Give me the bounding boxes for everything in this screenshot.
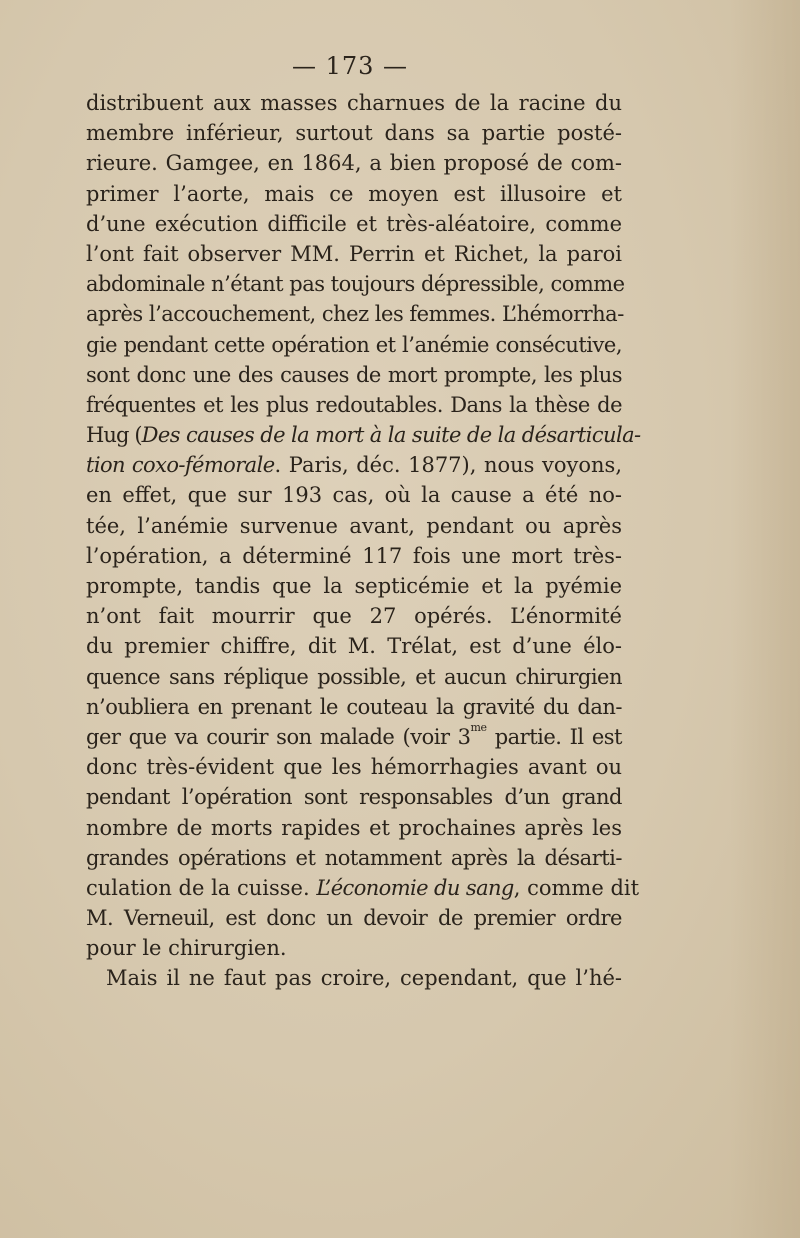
text-line-26: grandes opérations et notamment après la désarti- [86, 845, 622, 870]
text-line-21: n’oubliera en prenant le couteau la gravité du dan- [86, 694, 622, 719]
text-line-25: nombre de morts rapides et prochaines après les [86, 815, 622, 840]
text-line-2: membre inférieur, surtout dans sa partie posté- [86, 121, 622, 146]
text-line-24: pendant l’opération sont responsables d’un grand [86, 785, 622, 810]
italic-title-part-1: Des causes de la mort à la suite de la désarticula- [141, 423, 641, 448]
text-line-17: prompte, tandis que la septicémie et la pyémie [86, 574, 622, 598]
text-line-16: l’opération, a déterminé 117 fois une mort très- [86, 543, 622, 568]
text-line-4: primer l’aorte, mais ce moyen est illusoire et [86, 181, 622, 206]
text-line-6: l’ont fait observer MM. Perrin et Richet, la paroi [86, 241, 622, 266]
text-line-1: distribuent aux masses charnues de la racine du [86, 91, 622, 115]
text-line-14: en effet, que sur 193 cas, où la cause a été no- [86, 483, 622, 508]
text-line-27: culation de la cuisse. L’économie du sang, comme dit [86, 875, 640, 900]
page-number: — 173 — [291, 52, 409, 80]
text-line-9: gie pendant cette opération et l’anémie consécutive, [86, 332, 622, 357]
page-edge-shading [730, 0, 800, 1238]
text-line-29: pour le chirurgien. [86, 936, 287, 961]
italic-title-part-2: tion coxo-fémorale [86, 453, 275, 478]
text-line-11: fréquentes et les plus redoutables. Dans la thèse de [86, 392, 622, 417]
text-line-12: Hug (Des causes de la mort à la suite de la désarticula- [86, 423, 641, 448]
text-line-23: donc très-évident que les hémorrhagies avant ou [86, 755, 622, 780]
text-line-3: rieure. Gamgee, en 1864, a bien proposé de com- [86, 151, 622, 176]
text-line-7: abdominale n’étant pas toujours dépressible, comme [86, 272, 625, 297]
text-line-22: ger que va courir son malade (voir $3^{me}$ partie. Il est [86, 720, 622, 749]
text-line-20: quence sans réplique possible, et aucun chirurgien [86, 664, 622, 689]
text-line-18: n’ont fait mourrir que 27 opérés. L’énormité [86, 604, 622, 629]
italic-phrase: L’économie du sang [316, 875, 514, 900]
text-line-13: tion coxo-fémorale. Paris, déc. 1877), nous voyons, [86, 453, 622, 478]
text-line-8: après l’accouchement, chez les femmes. L’hémorrha- [86, 302, 624, 327]
text-line-28: M. Verneuil, est donc un devoir de premier ordre [86, 906, 622, 931]
text-line-5: d’une exécution difficile et très-aléatoire, comme [86, 211, 622, 236]
text-line-10: sont donc une des causes de mort prompte, les plus [86, 362, 622, 387]
text-line-19: du premier chiffre, dit M. Trélat, est d’une élo- [86, 634, 622, 659]
text-line-30: Mais il ne faut pas croire, cependant, que l’hé- [106, 966, 622, 991]
body-text [86, 88, 641, 994]
superscript-me: me [470, 720, 487, 734]
text-line-15: tée, l’anémie survenue avant, pendant ou après [86, 513, 622, 538]
